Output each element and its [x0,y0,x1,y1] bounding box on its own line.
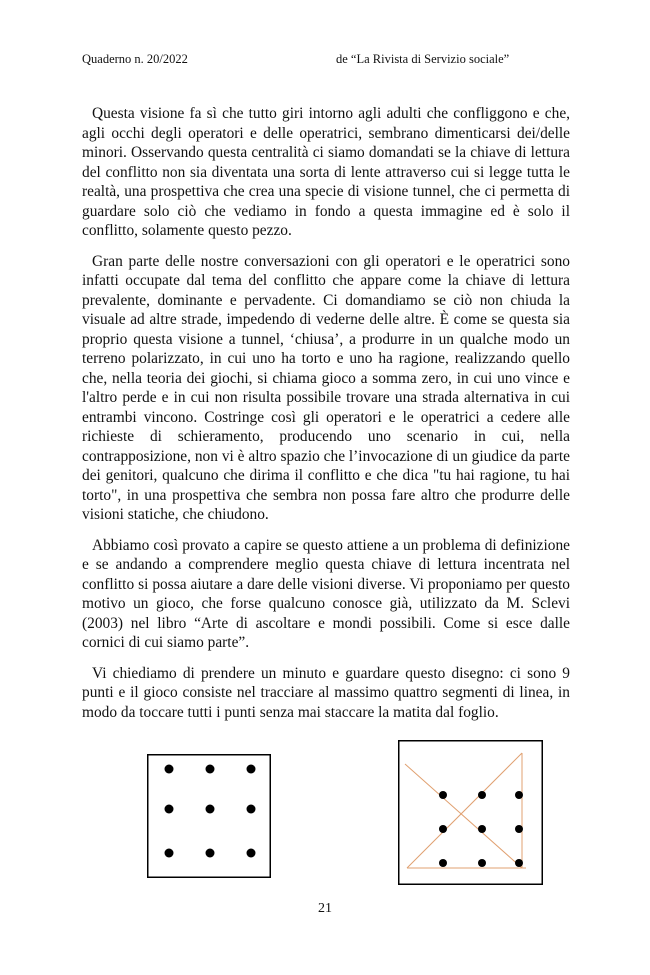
dot [165,805,174,814]
dot [515,825,523,833]
paragraph: Abbiamo così provato a capire se questo attiene a un problema di definizione e se andando a comprendere meglio questa chiave di lettura incentrata nel conflitto si possa aiutare a dare delle visioni diverse. Vi proponiamo per questo motivo un gioco, che forse qualcuno conosce già, utilizzato da M. Sclevi (2003) nel libro “Arte di ascoltare e mondi possibili. Come si esce dalle cornici di cui siamo parte”. [82,536,570,651]
paragraph: Questa visione fa sì che tutto giri intorno agli adulti che confliggono e che, agli occhi degli operatori e delle operatrici, sembrano dimenticarsi dei/delle minori. Osservando questa centralità ci siamo domandati se la chiave di lettura del conflitto non sia diventata una sorta di lente attraverso cui si legge tutta le realtà, una prospettiva che crea una specie di visione tunnel, che ci permetta di guardare solo ciò che vediamo in fondo a questa immagine ed è solo il conflitto, solamente questo pezzo. [82,105,570,239]
nine-dots-puzzle-figure [147,754,271,878]
solution-segment [407,753,522,868]
dot [165,765,174,774]
dot [206,849,215,858]
header-journal-title: de “La Rivista di Servizio sociale” [336,52,510,66]
nine-dots-solution-svg [398,740,543,885]
paragraph: Vi chiediamo di prendere un minuto e guardare questo disegno: ci sono 9 punti e il gioco consiste nel tracciare al massimo quattro segmenti di linea, in modo da toccare tutti i punti senza mai staccare la matita dal foglio. [82,664,570,721]
dot [439,859,447,867]
header-journal-issue: Quaderno n. 20/2022 [82,52,188,66]
dot [439,825,447,833]
dot [247,765,256,774]
nine-dots-solution-figure [398,740,543,885]
dot [165,849,174,858]
dot [439,791,447,799]
dot [515,791,523,799]
dot [206,805,215,814]
solution-dots [439,791,523,867]
dot [515,859,523,867]
dot [247,805,256,814]
solution-lines [405,753,526,868]
body-text [82,104,570,733]
dot [206,765,215,774]
dot [478,791,486,799]
page-number: 21 [318,901,332,916]
dot [478,825,486,833]
nine-dots-puzzle-svg [147,754,271,878]
paragraph: Gran parte delle nostre conversazioni con gli operatori e le operatrici sono infatti occupate dal tema del conflitto che appare come la chiave di lettura prevalente, dominante e pervadente. Ci domandiamo se ciò non chiuda la visuale ad altre strade, impedendo di vederne delle altre. È come se questa sia proprio questa visione a tunnel, ‘chiusa’, a produrre in un qualche modo un terreno polarizzato, in cui uno ha torto e uno ha ragione, realizzando quello che, nella teoria dei giochi, si chiama gioco a somma zero, in cui uno vince e l'altro perde e in cui non risulta possibile trovare una strada alternativa in cui entrambi vincono. Costringe così gli operatori e le operatrici a cedere alle richieste di schieramento, producendo uno scenario in cui, nella contrapposizione, non vi è altro spazio che l’invocazione di un giudice da parte dei genitori, qualcuno che dirima il conflitto e che dica "tu hai ragione, tu hai torto", in una prospettiva che sembra non possa fare altro che produrre delle visioni statiche, che chiudono. [82,252,570,523]
puzzle-dots [165,765,256,858]
dot [478,859,486,867]
dot [247,849,256,858]
